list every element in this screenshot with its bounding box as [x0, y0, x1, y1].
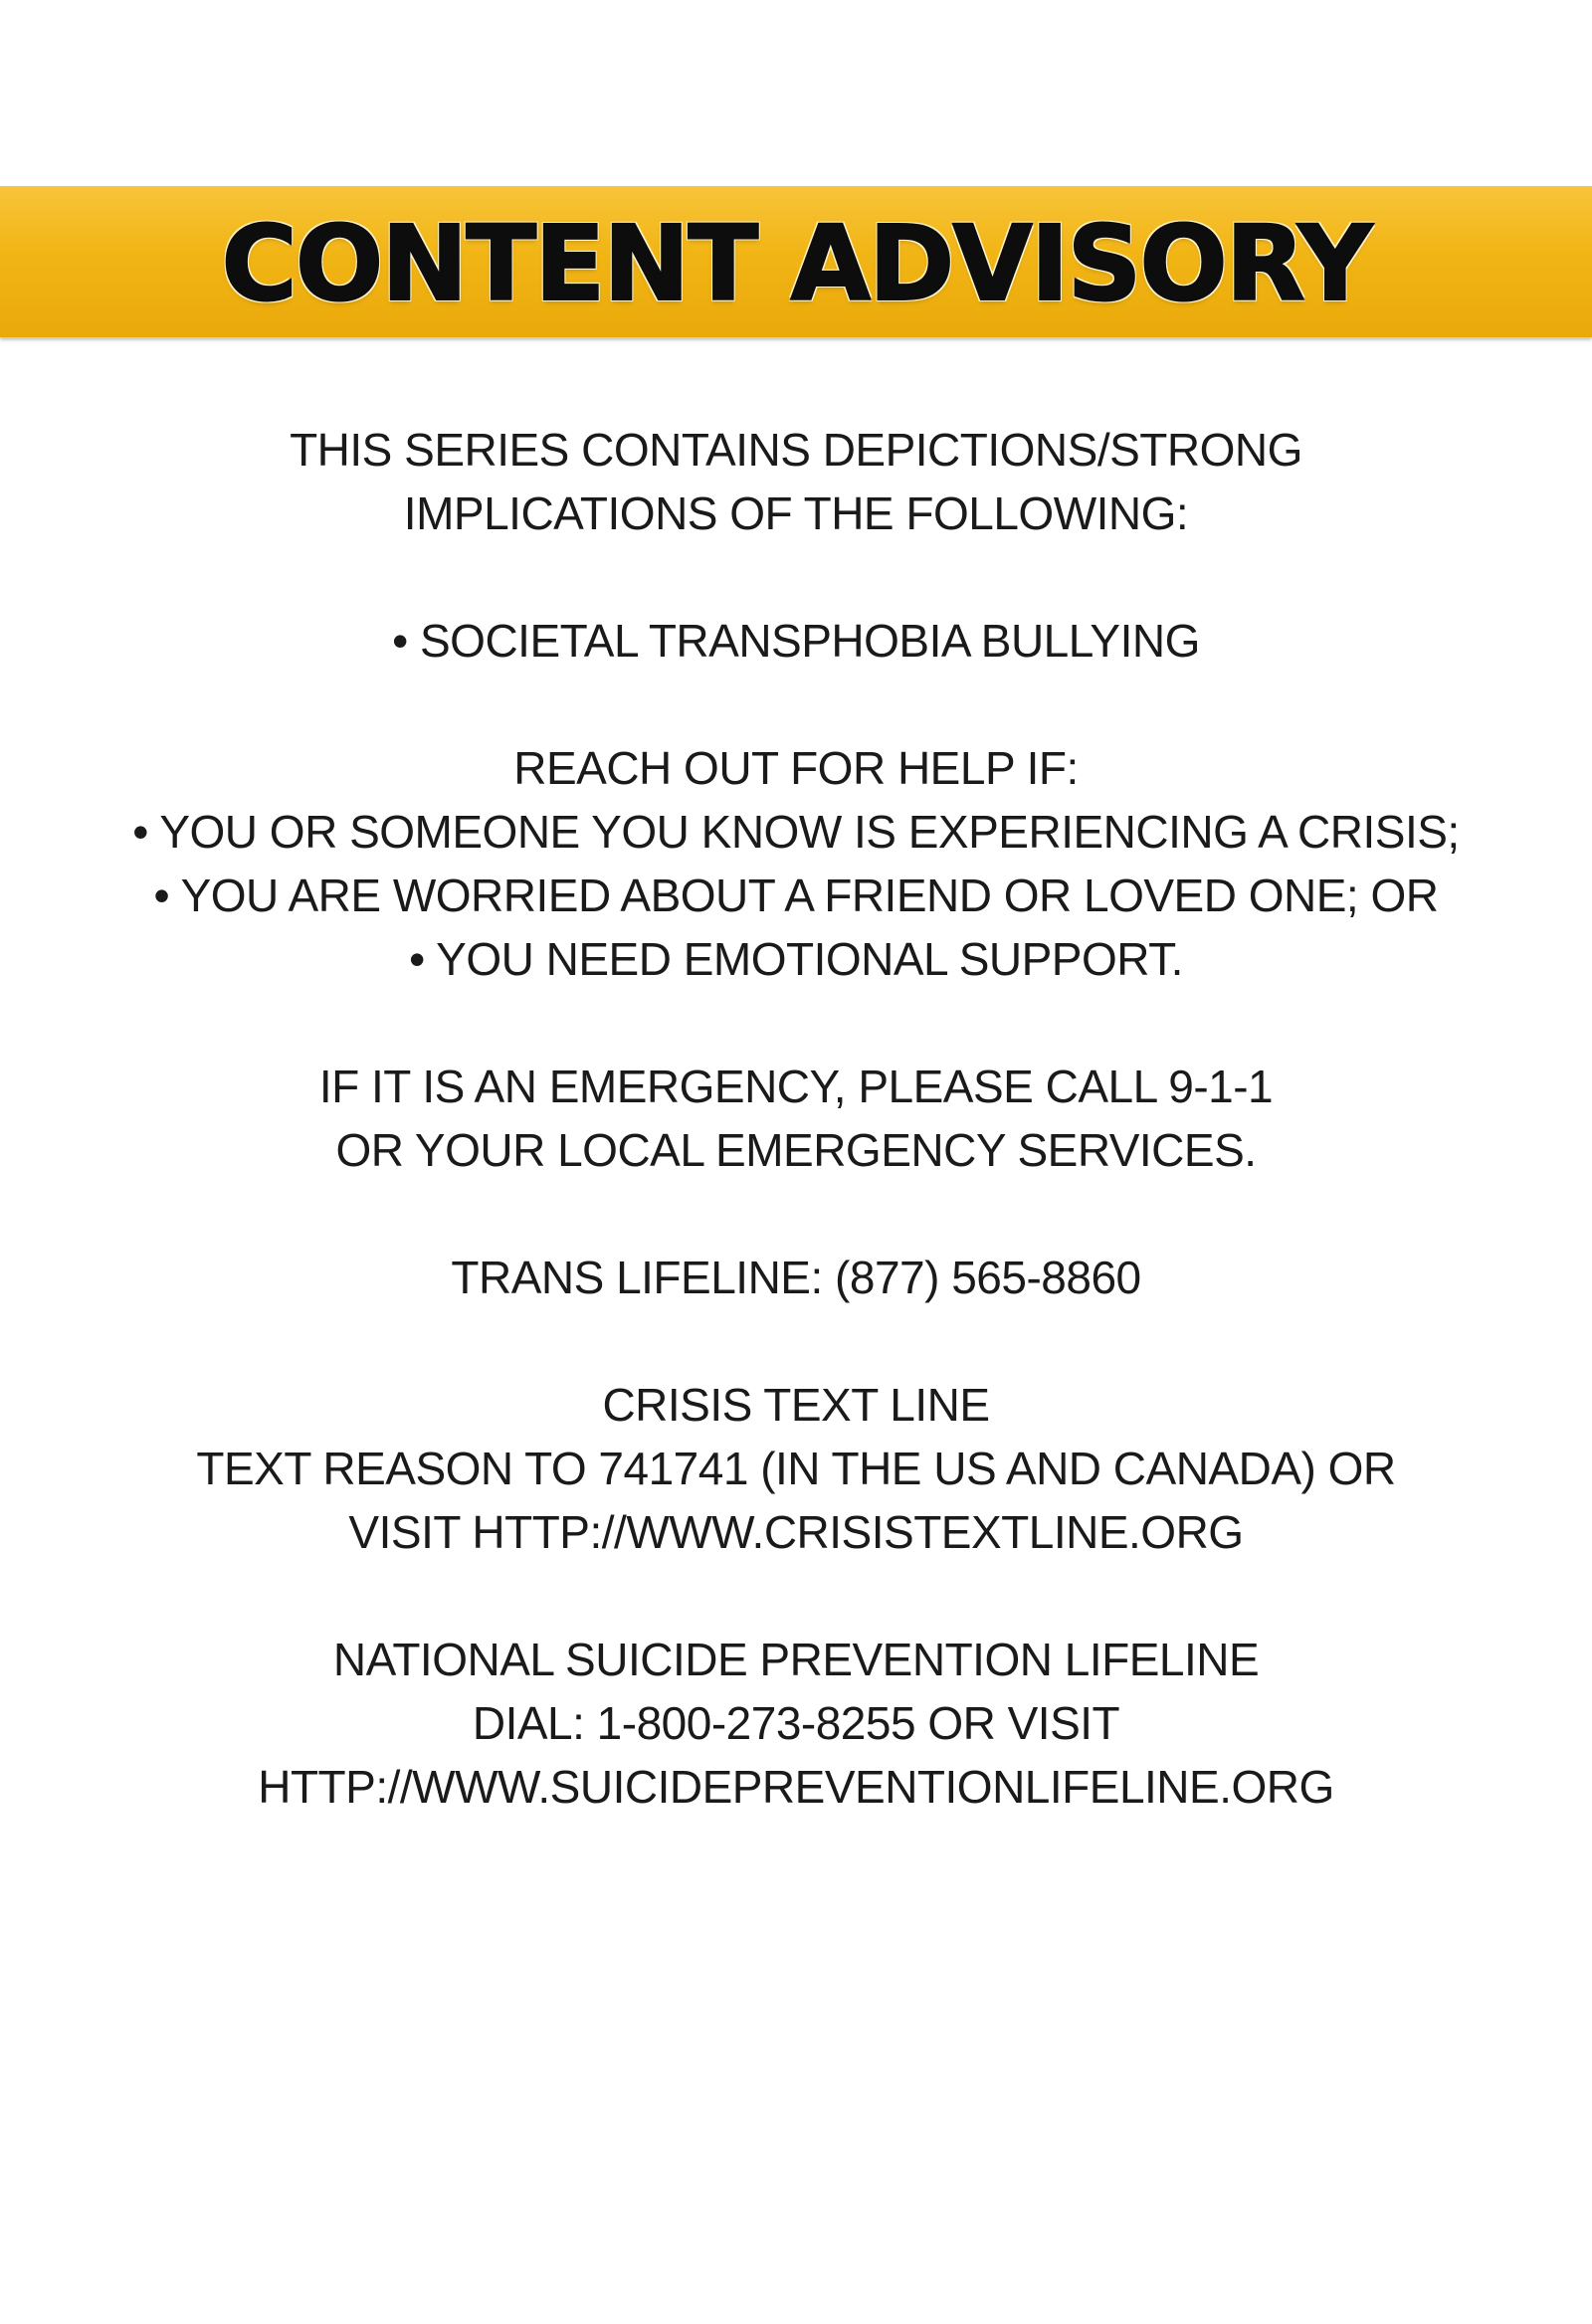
intro-line-1: THIS SERIES CONTAINS DEPICTIONS/STRONG — [290, 424, 1302, 476]
crisis-text-line-url: VISIT HTTP://WWW.CRISISTEXTLINE.ORG — [348, 1506, 1244, 1558]
help-heading: REACH OUT FOR HELP IF: — [513, 742, 1079, 794]
spacer — [0, 545, 1592, 609]
crisis-text-line-instructions: TEXT REASON TO 741741 (IN THE US AND CANADA) OR — [196, 1443, 1396, 1494]
advisory-banner — [0, 186, 1592, 337]
spacer — [0, 991, 1592, 1055]
suicide-prevention-url: HTTP://WWW.SUICIDEPREVENTIONLIFELINE.ORG — [258, 1761, 1334, 1813]
advisory-body — [0, 418, 1592, 1819]
suicide-prevention-dial: DIAL: 1-800-273-8255 OR VISIT — [472, 1697, 1120, 1749]
spacer — [0, 673, 1592, 736]
help-item: • YOU OR SOMEONE YOU KNOW IS EXPERIENCING A CRISIS; — [132, 806, 1460, 858]
spacer — [0, 1309, 1592, 1373]
spacer — [0, 1564, 1592, 1628]
emergency-line-1: IF IT IS AN EMERGENCY, PLEASE CALL 9-1-1 — [318, 1061, 1274, 1112]
page-title: CONTENT ADVISORY — [221, 203, 1371, 324]
topic-item: • SOCIETAL TRANSPHOBIA BULLYING — [392, 615, 1200, 667]
crisis-text-line-name: CRISIS TEXT LINE — [602, 1379, 990, 1431]
help-item: • YOU ARE WORRIED ABOUT A FRIEND OR LOVED ONE; OR — [153, 870, 1439, 921]
emergency-line-2: OR YOUR LOCAL EMERGENCY SERVICES. — [335, 1124, 1257, 1176]
suicide-prevention-name: NATIONAL SUICIDE PREVENTION LIFELINE — [332, 1634, 1260, 1685]
intro-line-2: IMPLICATIONS OF THE FOLLOWING: — [403, 487, 1189, 539]
help-item: • YOU NEED EMOTIONAL SUPPORT. — [409, 933, 1183, 985]
trans-lifeline: TRANS LIFELINE: (877) 565-8860 — [451, 1252, 1141, 1303]
spacer — [0, 1182, 1592, 1246]
